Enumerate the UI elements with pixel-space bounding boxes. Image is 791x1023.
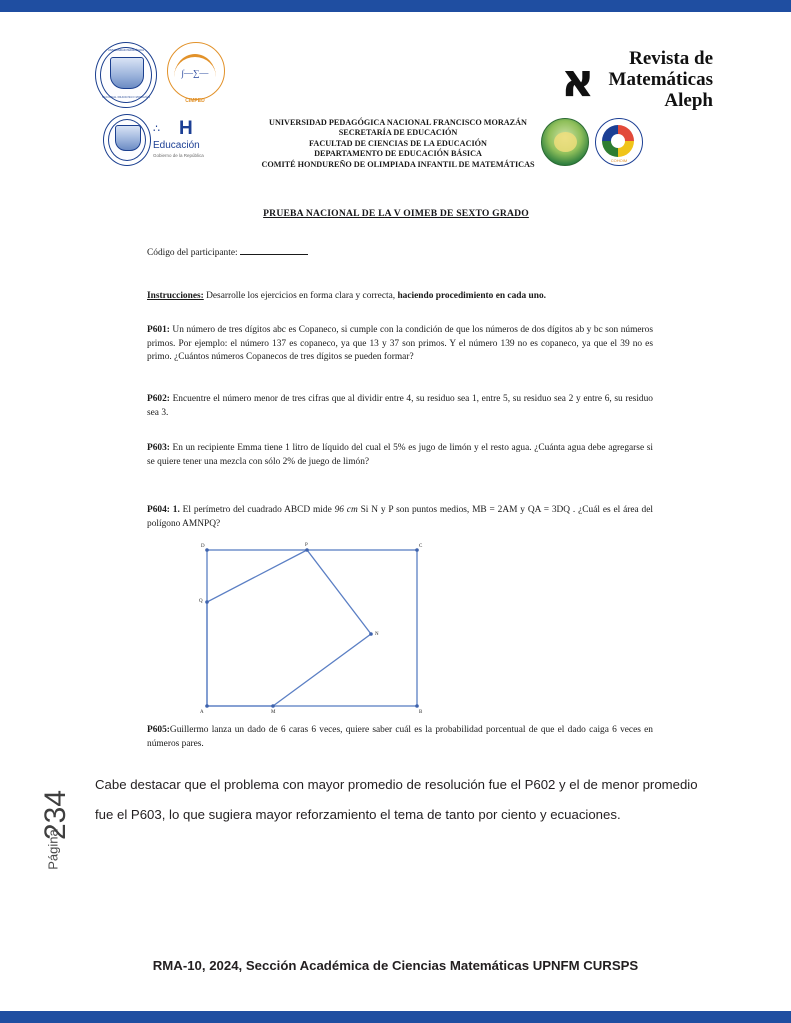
scanned-exam-document [95, 112, 697, 762]
cimped-label: CIMPED [185, 98, 205, 104]
institution-line-1: SECRETARÍA DE EDUCACIÓN [338, 128, 458, 138]
letterhead-upnfm-seal-icon [103, 114, 151, 166]
exam-letterhead [95, 112, 697, 174]
educacion-subtext: Gobierno de la República [153, 153, 204, 158]
institution-heading [213, 118, 583, 170]
instructions-block [147, 290, 653, 304]
institution-line-2: FACULTAD DE CIENCIAS DE LA EDUCACIÓN [309, 138, 487, 148]
svg-text:N: N [375, 632, 379, 637]
institution-line-3: DEPARTAMENTO DE EDUCACIÓN BÁSICA [314, 149, 482, 159]
institution-line-4: COMITÉ HONDUREÑO DE OLIMPIADA INFANTIL DE MATEMÁTICAS [261, 159, 535, 169]
commentary-paragraph: Cabe destacar que el problema con mayor promedio de resolución fue el P602 y el de menor promedio fue el P603, lo que sugiera mayor reforzamiento el tema de tanto por ciento y ecuaciones. [95, 777, 698, 822]
participant-code-blank[interactable] [240, 254, 308, 255]
svg-text:Q: Q [199, 599, 203, 604]
geometry-figure [195, 542, 525, 714]
journal-title-line1: Revista de [629, 48, 713, 69]
journal-title [609, 48, 713, 111]
educacion-dots-icon: ∴ [153, 123, 161, 135]
upnfm-logo-icon [95, 42, 157, 108]
journal-title-line2: Matemáticas [608, 69, 713, 90]
cimped-sigma-glyph: ∫—∑— [181, 68, 209, 78]
problem-p604-text: El perímetro del cuadrado ABCD mide [179, 505, 335, 515]
problem-p601 [147, 324, 653, 365]
problem-p604 [147, 504, 653, 531]
aleph-icon: א [561, 52, 595, 107]
problem-p601-id: P601: [147, 325, 170, 335]
seal-bottom-text: NACIONAL FRANCISCO MORAZÁN [101, 96, 151, 99]
problem-p605-text: Guillermo lanza un dado de 6 caras 6 veces, quiere saber cuál es la probabilidad porcentual de que el dado caiga 6 veces en números pares. [147, 725, 653, 749]
educacion-h-icon: H [179, 118, 193, 139]
problem-p601-text: Un número de tres dígitos abc es Copaneco, si cumple con la condición de que los números de dos dígitos ab y bc son números primos. Por ejemplo: el número 137 es copaneco, ya que 13 y 37 son primos. Y el número 139 no es copaneco, ya que el 39 no es primo. ¿Cuántos números Copanecos de tres dígitos se pueden formar? [147, 325, 653, 362]
seal-top-text: UNIVERSIDAD PEDAGÓGICA [108, 49, 144, 52]
participant-code-label: Código del participante: [147, 248, 238, 258]
problem-p604-id: P604: 1. [147, 505, 180, 515]
problem-p605 [147, 724, 653, 751]
svg-text:C: C [419, 544, 423, 549]
olympiad-emblem-icon [541, 118, 589, 166]
page-footer: RMA-10, 2024, Sección Académica de Ciencias Matemáticas UPNFM CURSPS [152, 958, 639, 973]
journal-title-line3: Aleph [664, 90, 713, 111]
svg-text:B: B [419, 710, 423, 714]
seal-shield-icon [115, 125, 142, 151]
problem-p604-italic: 96 cm [334, 505, 358, 515]
participant-code-line [147, 248, 308, 258]
instructions-label: Instrucciones: [147, 291, 204, 301]
page-label: Página [45, 829, 61, 870]
header-logos-row [0, 22, 791, 111]
problem-p603 [147, 442, 653, 469]
svg-text:D: D [201, 544, 205, 549]
cohoim-emblem-icon [595, 118, 643, 166]
problem-p602 [147, 393, 653, 420]
cohoim-pie-icon [602, 125, 634, 157]
exam-title: PRUEBA NACIONAL DE LA V OIMEB DE SEXTO GRADO [263, 208, 529, 219]
problem-p605-id: P605: [147, 725, 170, 735]
svg-text:M: M [271, 710, 276, 714]
problem-p603-id: P603: [147, 443, 170, 453]
page-number-sidebar [30, 790, 70, 950]
problem-p603-text: En un recipiente Emma tiene 1 litro de líquido del cual el 5% es jugo de limón y el resto agua. ¿Cuánta agua debe agregarse si se quiere tener una mezcla con sólo 2% de juego de limón? [147, 443, 653, 467]
top-blue-bar [0, 0, 791, 12]
journal-brand [561, 48, 713, 111]
cohoim-label: COHOIM [610, 158, 628, 163]
instructions-bold: haciendo procedimiento en cada uno. [397, 291, 546, 301]
problem-p604-text2: Si N y P son puntos medios, MB = 2AM y QA = 3DQ . ¿Cuál es el área del polígono AMNPQ? [147, 505, 653, 529]
instructions-text: Desarrolle los ejercicios en forma clara y correcta, [203, 291, 398, 301]
svg-text:A: A [200, 710, 204, 714]
geometry-figure-svg [195, 542, 525, 714]
problem-p602-id: P602: [147, 394, 170, 404]
institution-line-0: UNIVERSIDAD PEDAGÓGICA NACIONAL FRANCISCO MORAZÁN [269, 118, 527, 127]
bottom-blue-bar [0, 1011, 791, 1023]
page-number: 234 [39, 789, 72, 841]
problem-p602-text: Encuentre el número menor de tres cifras que al dividir entre 4, su residuo sea 1, entre 5, su residuo sea 2 y entre 6, su residuo sea 3. [147, 394, 653, 418]
seal-shield-icon [110, 57, 144, 89]
cimped-logo-icon [163, 42, 227, 108]
upnfm-seal [95, 42, 157, 108]
educacion-wordmark: Educación [153, 140, 200, 151]
svg-text:P: P [305, 543, 308, 548]
